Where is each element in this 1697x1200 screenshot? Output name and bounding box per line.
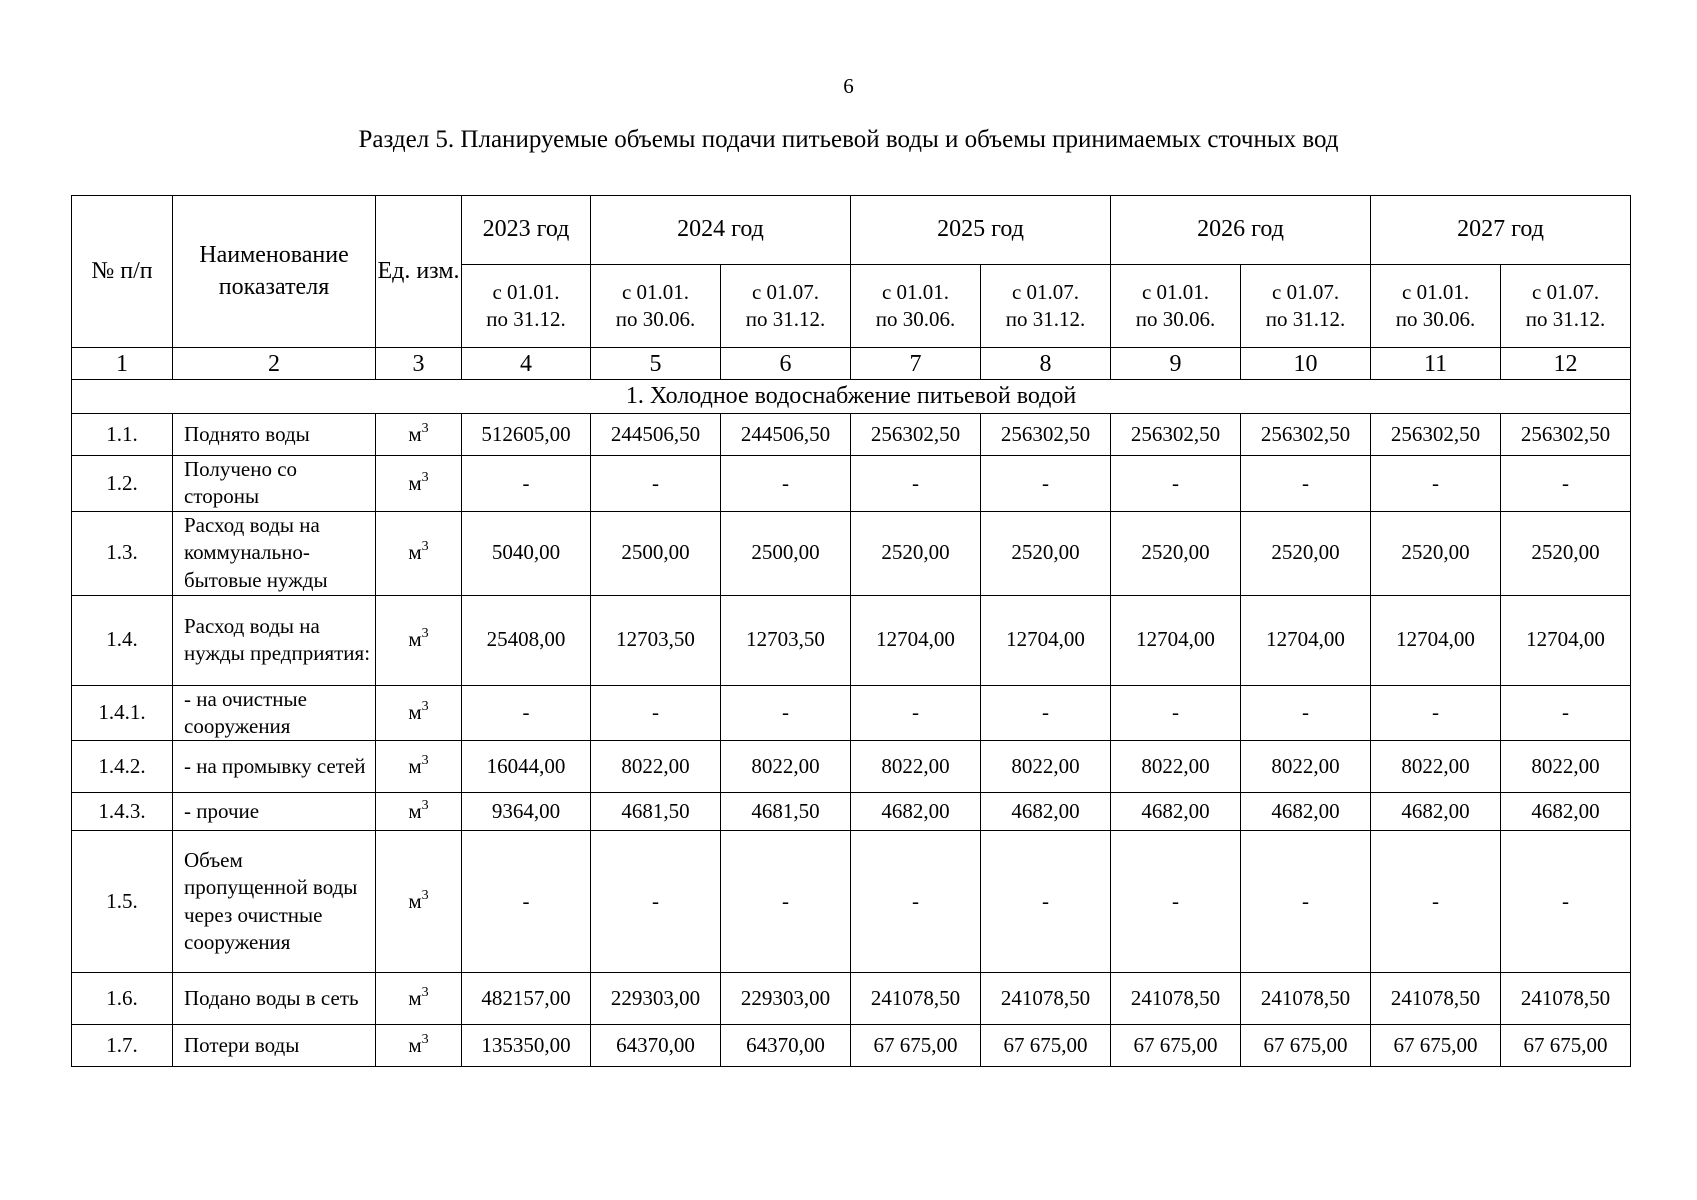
row-value: 241078,50 [1501,973,1631,1025]
row-value: 241078,50 [981,973,1111,1025]
period-from: с 01.01. [881,279,950,304]
unit-superscript: 3 [421,1032,429,1048]
header-unit: Ед. изм. [376,196,462,348]
row-value: 12704,00 [1371,595,1501,685]
unit-base: м [408,799,422,824]
row-value: - [1371,831,1501,973]
row-indicator-name: Получено со стороны [173,456,376,512]
row-number: 1.2. [72,456,173,512]
row-number: 1.3. [72,511,173,595]
unit-base: м [408,1033,422,1058]
unit-base: м [408,754,422,779]
row-unit [376,595,462,685]
row-indicator-name: - прочие [173,793,376,831]
row-value: - [981,456,1111,512]
header-period [462,265,591,348]
row-value: 2520,00 [981,511,1111,595]
unit-superscript: 3 [421,420,429,436]
row-value: 4681,50 [721,793,851,831]
column-number: 7 [851,348,981,380]
period-to: по 30.06. [875,307,956,331]
row-value: 2520,00 [1371,511,1501,595]
row-number: 1.4.3. [72,793,173,831]
row-indicator-name: Подано воды в сеть [173,973,376,1025]
row-value: 256302,50 [1241,414,1371,456]
row-number: 1.6. [72,973,173,1025]
row-value: - [1241,831,1371,973]
row-value: 64370,00 [721,1025,851,1067]
unit-base: м [408,421,422,446]
header-num: № п/п [72,196,173,348]
row-unit [376,1025,462,1067]
unit-superscript: 3 [421,469,429,485]
row-value: - [981,831,1111,973]
period-from: с 01.07. [1011,279,1080,304]
row-value: 12704,00 [1241,595,1371,685]
period-to: по 30.06. [615,307,696,331]
row-number: 1.4.1. [72,685,173,741]
table-row [72,1025,1631,1067]
header-year-2026: 2026 год [1111,196,1371,265]
row-value: - [1501,831,1631,973]
row-indicator-name: Объем пропущенной воды через очистные сооружения [173,831,376,973]
column-number: 11 [1371,348,1501,380]
row-value: 8022,00 [721,741,851,793]
row-value: - [721,831,851,973]
table-row [72,456,1631,512]
header-year-2023: 2023 год [462,196,591,265]
row-unit [376,511,462,595]
row-value: 229303,00 [721,973,851,1025]
row-value: 12703,50 [591,595,721,685]
row-value: 67 675,00 [981,1025,1111,1067]
column-number: 5 [591,348,721,380]
section-row [72,380,1631,414]
row-value: 4682,00 [1111,793,1241,831]
unit-superscript: 3 [421,888,429,904]
water-volumes-table [71,195,1631,1067]
period-to: по 30.06. [1135,307,1216,331]
row-value: 4682,00 [851,793,981,831]
column-number: 6 [721,348,851,380]
header-year-2024: 2024 год [591,196,851,265]
table-row [72,973,1631,1025]
row-value: 12704,00 [851,595,981,685]
table-row [72,511,1631,595]
row-value: 5040,00 [462,511,591,595]
row-value: 512605,00 [462,414,591,456]
unit-superscript: 3 [421,626,429,642]
unit-base: м [408,627,422,652]
row-value: 229303,00 [591,973,721,1025]
unit-superscript: 3 [421,753,429,769]
row-value: 8022,00 [1241,741,1371,793]
row-value: - [1111,831,1241,973]
row-value: 256302,50 [851,414,981,456]
row-indicator-name: Расход воды на нужды предприятия: [173,595,376,685]
row-value: 64370,00 [591,1025,721,1067]
row-number: 1.4. [72,595,173,685]
row-value: 8022,00 [851,741,981,793]
row-value: 2520,00 [851,511,981,595]
table-row [72,685,1631,741]
header-period [591,265,721,348]
row-number: 1.7. [72,1025,173,1067]
unit-base: м [408,986,422,1011]
page-number: 6 [843,74,854,98]
row-value: - [1371,456,1501,512]
row-value: 12704,00 [981,595,1111,685]
table-row [72,595,1631,685]
unit-base: м [408,540,422,565]
row-value: 244506,50 [721,414,851,456]
row-value: 256302,50 [1111,414,1241,456]
row-value: - [981,685,1111,741]
row-value: 244506,50 [591,414,721,456]
row-unit [376,456,462,512]
row-value: - [1241,685,1371,741]
unit-superscript: 3 [421,699,429,715]
period-from: с 01.01. [492,279,560,304]
period-from: с 01.01. [621,279,690,304]
unit-base: м [408,470,422,495]
row-value: 2500,00 [721,511,851,595]
row-value: 67 675,00 [1371,1025,1501,1067]
row-unit [376,741,462,793]
period-to: по 31.12. [486,307,566,331]
period-to: по 30.06. [1395,307,1476,331]
column-number: 4 [462,348,591,380]
row-value: 4682,00 [1501,793,1631,831]
header-row-years [72,196,1631,265]
row-value: 67 675,00 [1501,1025,1631,1067]
row-value: 4681,50 [591,793,721,831]
header-year-2027: 2027 год [1371,196,1631,265]
row-value: - [851,456,981,512]
header-period [851,265,981,348]
period-to: по 31.12. [1265,307,1346,331]
row-unit [376,685,462,741]
row-value: - [462,456,591,512]
row-value: - [721,685,851,741]
period-from: с 01.07. [1532,279,1600,304]
column-number: 1 [72,348,173,380]
row-value: - [462,685,591,741]
column-number: 8 [981,348,1111,380]
row-value: - [1111,685,1241,741]
row-value: 2500,00 [591,511,721,595]
row-unit [376,414,462,456]
row-value: - [1501,685,1631,741]
row-value: 8022,00 [591,741,721,793]
row-value: - [591,831,721,973]
row-value: 25408,00 [462,595,591,685]
period-from: с 01.01. [1141,279,1210,304]
column-number: 3 [376,348,462,380]
period-from: с 01.01. [1402,279,1470,304]
row-unit [376,973,462,1025]
row-value: 241078,50 [1111,973,1241,1025]
row-value: 8022,00 [1371,741,1501,793]
column-numbers-row [72,348,1631,380]
header-year-2025: 2025 год [851,196,1111,265]
period-from: с 01.07. [751,279,820,304]
row-number: 1.5. [72,831,173,973]
row-value: 67 675,00 [1241,1025,1371,1067]
row-value: 8022,00 [1501,741,1631,793]
row-value: 16044,00 [462,741,591,793]
row-value: 135350,00 [462,1025,591,1067]
row-value: 241078,50 [1241,973,1371,1025]
period-from: с 01.07. [1272,279,1340,304]
row-value: 12703,50 [721,595,851,685]
row-number: 1.4.2. [72,741,173,793]
unit-base: м [408,889,422,914]
column-number: 9 [1111,348,1241,380]
row-value: 9364,00 [462,793,591,831]
table-row [72,793,1631,831]
header-period [1501,265,1631,348]
section-title: Раздел 5. Планируемые объемы подачи питьевой воды и объемы принимаемых сточных вод [358,126,1339,153]
row-value: 67 675,00 [1111,1025,1241,1067]
unit-base: м [408,700,422,725]
row-value: 241078,50 [851,973,981,1025]
row-value: - [1501,456,1631,512]
row-value: 2520,00 [1241,511,1371,595]
row-value: - [1241,456,1371,512]
row-unit [376,793,462,831]
unit-superscript: 3 [421,985,429,1001]
header-period [1111,265,1241,348]
row-number: 1.1. [72,414,173,456]
row-unit [376,831,462,973]
row-value: 8022,00 [1111,741,1241,793]
row-value: 256302,50 [981,414,1111,456]
table-row [72,831,1631,973]
table-row [72,741,1631,793]
row-value: - [851,831,981,973]
row-indicator-name: Потери воды [173,1025,376,1067]
row-value: - [851,685,981,741]
period-to: по 31.12. [1525,307,1606,331]
section-1-title: 1. Холодное водоснабжение питьевой водой [72,380,1631,414]
row-value: - [591,456,721,512]
unit-superscript: 3 [421,798,429,814]
header-period [1241,265,1371,348]
header-period [721,265,851,348]
row-value: 256302,50 [1371,414,1501,456]
unit-superscript: 3 [421,539,429,555]
row-indicator-name: Расход воды на коммунально-бытовые нужды [173,511,376,595]
row-value: - [721,456,851,512]
row-value: 4682,00 [1371,793,1501,831]
row-value: 256302,50 [1501,414,1631,456]
row-value: - [462,831,591,973]
row-value: 4682,00 [1241,793,1371,831]
row-value: 4682,00 [981,793,1111,831]
row-value: 8022,00 [981,741,1111,793]
row-value: 12704,00 [1111,595,1241,685]
row-value: - [1371,685,1501,741]
row-value: - [591,685,721,741]
row-indicator-name: Поднято воды [173,414,376,456]
header-name: Наименование показателя [173,196,376,348]
row-value: 2520,00 [1111,511,1241,595]
column-number: 12 [1501,348,1631,380]
row-indicator-name: - на промывку сетей [173,741,376,793]
period-to: по 31.12. [745,307,826,331]
row-indicator-name: - на очистные сооружения [173,685,376,741]
row-value: 2520,00 [1501,511,1631,595]
table-row [72,414,1631,456]
column-number: 2 [173,348,376,380]
row-value: 67 675,00 [851,1025,981,1067]
row-value: - [1111,456,1241,512]
header-period [1371,265,1501,348]
row-value: 482157,00 [462,973,591,1025]
header-period [981,265,1111,348]
period-to: по 31.12. [1005,307,1086,331]
column-number: 10 [1241,348,1371,380]
row-value: 241078,50 [1371,973,1501,1025]
row-value: 12704,00 [1501,595,1631,685]
